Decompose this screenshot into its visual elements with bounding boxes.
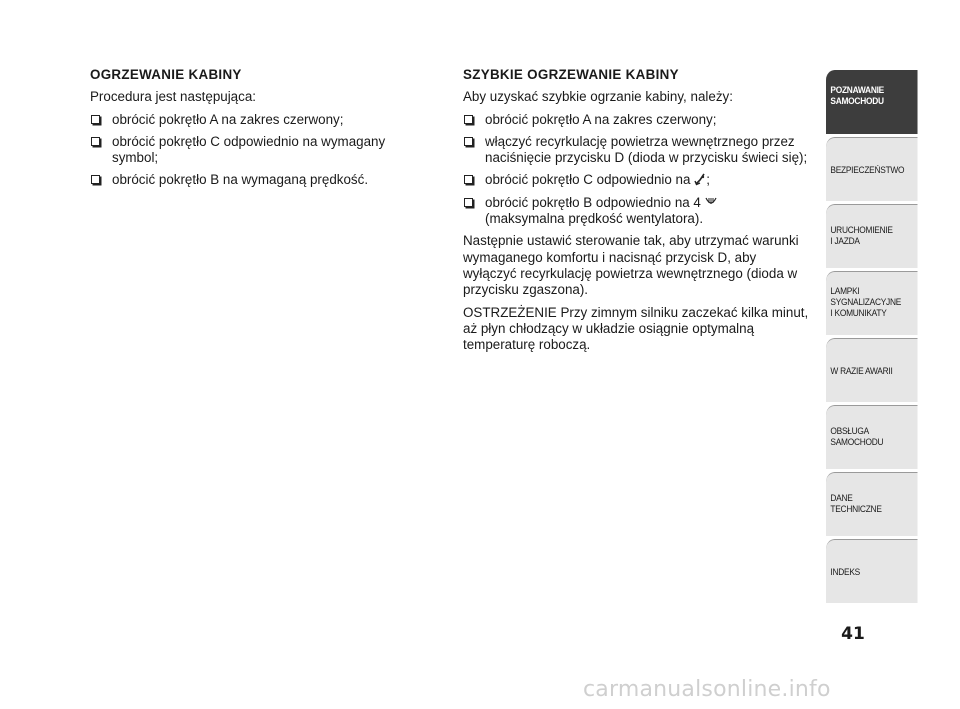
checkbox-bullet-icon	[91, 137, 100, 146]
warning-paragraph: OSTRZEŻENIE Przy zimnym silniku zaczekać kilka minut, aż płyn chłodzący w układzie osiągnie optymalną temperaturę roboczą.	[463, 304, 809, 353]
list-item-text: obrócić pokrętło A na zakres czerwony;	[112, 111, 344, 127]
right-column	[463, 67, 813, 359]
list-item-text: obrócić pokrętło C odpowiednio na wymagany symbol;	[112, 133, 386, 166]
intro-text: Aby uzyskać szybkie ogrzanie kabiny, należy:	[463, 89, 733, 105]
chapter-sidebar	[826, 70, 918, 606]
tab-uruchomienie-i-jazda[interactable]: URUCHOMIENIE I JAZDA	[826, 204, 918, 268]
feet-airflow-icon	[694, 173, 706, 186]
section-heading-quick-heating: SZYBKIE OGRZEWANIE KABINY	[463, 67, 679, 82]
list-item	[463, 134, 813, 167]
page-number: 41	[841, 624, 865, 644]
list-item-text: obrócić pokrętło B na wymaganą prędkość.	[112, 172, 369, 188]
section-heading-cabin-heating: OGRZEWANIE KABINY	[90, 67, 242, 82]
tab-indeks[interactable]: INDEKS	[826, 539, 918, 603]
tab-poznawanie-samochodu[interactable]: POZNAWANIE SAMOCHODU	[826, 70, 918, 134]
list-item-text: obrócić pokrętło C odpowiednio na	[485, 172, 691, 188]
checkbox-bullet-icon	[91, 115, 100, 124]
list-item-text: obrócić pokrętło A na zakres czerwony;	[485, 111, 717, 127]
list-item	[463, 112, 813, 128]
list-item	[90, 134, 425, 167]
checkbox-bullet-icon	[464, 175, 473, 184]
list-item	[90, 112, 425, 128]
tab-bezpieczenstwo[interactable]: BEZPIECZEŃSTWO	[826, 137, 918, 201]
list-item	[463, 195, 813, 228]
list-item	[463, 172, 813, 188]
checkbox-bullet-icon	[464, 198, 473, 207]
list-item	[90, 172, 425, 188]
tab-lampki-sygnalizacyjne[interactable]: LAMPKI SYGNALIZACYJNE I KOMUNIKATY	[826, 271, 918, 335]
checkbox-bullet-icon	[91, 175, 100, 184]
checkbox-bullet-icon	[464, 137, 473, 146]
tab-dane-techniczne[interactable]: DANE TECHNICZNE	[826, 472, 918, 536]
intro-text: Procedura jest następująca:	[90, 89, 256, 105]
checkbox-bullet-icon	[464, 115, 473, 124]
list-item-text: obrócić pokrętło B odpowiednio na 4	[485, 194, 701, 210]
watermark: carmanualsonline.info	[583, 677, 831, 702]
fan-max-speed-icon	[705, 197, 717, 209]
list-item-text: włączyć recyrkulację powietrza wewnętrznego przez naciśnięcie przycisku D (dioda w przycisku świeci się);	[485, 133, 808, 166]
list-item-text-suffix: ;	[706, 172, 710, 188]
tab-obsluga-samochodu[interactable]: OBSŁUGA SAMOCHODU	[826, 405, 918, 469]
tab-w-razie-awarii[interactable]: W RAZIE AWARII	[826, 338, 918, 402]
list-item-text-continued: (maksymalna prędkość wentylatora).	[485, 211, 704, 227]
left-column	[90, 67, 425, 195]
body-paragraph: Następnie ustawić sterowanie tak, aby utrzymać warunki wymaganego komfortu i nacisnąć przycisk D, aby wyłączyć recyrkulację powietrza wewnętrznego (dioda w przycisku zgaszona).	[463, 233, 799, 298]
